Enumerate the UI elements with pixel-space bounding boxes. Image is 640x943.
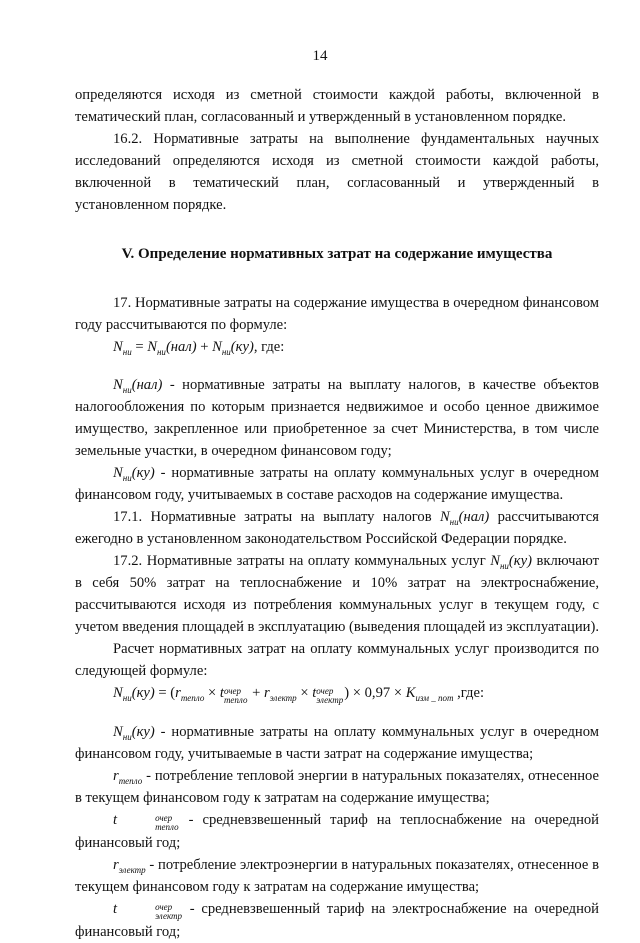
definition-r-teplo bbox=[75, 765, 599, 809]
definition-index-stack bbox=[117, 814, 179, 832]
paragraph-text: 17.1. Нормативные затраты на выплату налогов bbox=[113, 509, 440, 525]
formula-subscript: ни bbox=[122, 346, 132, 357]
definition-symbol: N bbox=[113, 724, 123, 740]
definition-text: - нормативные затраты на оплату коммунальных услуг в очередном финансовом году, учитываемые в части затрат на содержание имущества; bbox=[75, 724, 599, 762]
definition-symbol: t bbox=[113, 812, 118, 828]
definition-index-stack bbox=[117, 903, 182, 921]
formula-operator: ) × 0,97 × bbox=[344, 685, 406, 701]
formula-subscript: ни bbox=[122, 692, 132, 703]
formula-subscript: электр bbox=[269, 692, 297, 703]
definition-subscript: ни bbox=[122, 384, 132, 395]
definition-f-ku bbox=[75, 721, 599, 765]
paragraph-text: 17.2. Нормативные затраты на оплату коммунальных услуг bbox=[113, 553, 491, 569]
definition-subscript: электр bbox=[155, 911, 183, 921]
formula-operator: × bbox=[296, 685, 313, 701]
formula-index-stack bbox=[224, 687, 248, 705]
formula-argument: (ку) bbox=[131, 685, 155, 701]
definition-n-ku bbox=[75, 462, 599, 506]
definition-argument: (ку) bbox=[131, 465, 155, 481]
definition-argument: (нал) bbox=[131, 377, 163, 393]
definition-symbol: N bbox=[113, 377, 123, 393]
paragraph-continuation: определяются исходя из сметной стоимости каждой работы, включенной в тематический план, согласованный и утвержденный в установленном порядке. bbox=[75, 87, 599, 125]
paragraph-16-2: 16.2. Нормативные затраты на выполнение фундаментальных научных исследований определяются исходя из сметной стоимости каждой работы, включенной в тематический план, согласованный и утвержденный в установленном порядке. bbox=[75, 131, 599, 213]
paragraph-calculation: Расчет нормативных затрат на оплату коммунальных услуг производится по следующей формуле: bbox=[75, 641, 599, 679]
definition-text: - нормативные затраты на оплату коммунальных услуг в очередном финансовом году, учитываемых в составе расходов на содержание имущества. bbox=[75, 465, 599, 503]
definition-symbol: r bbox=[113, 768, 119, 784]
definition-superscript: очер bbox=[155, 902, 173, 912]
definition-text: - потребление тепловой энергии в натуральных показателях, отнесенное в текущем финансовом году к затратам на содержание имущества; bbox=[75, 768, 599, 806]
definition-n-nal bbox=[75, 374, 599, 462]
formula-total bbox=[75, 336, 599, 358]
formula-symbol: K bbox=[405, 685, 416, 701]
document-body bbox=[75, 84, 599, 943]
formula-symbol: t bbox=[312, 685, 317, 701]
inline-symbol: N bbox=[439, 509, 450, 525]
paragraph-17: 17. Нормативные затраты на содержание имущества в очередном финансовом году рассчитываются по формуле: bbox=[75, 295, 599, 333]
definition-symbol: t bbox=[113, 901, 118, 917]
formula-subscript: тепло bbox=[180, 692, 205, 703]
inline-subscript: ни bbox=[499, 560, 509, 571]
definition-text: - средневзвешенный тариф на электроснабжение на очередной финансовый год; bbox=[75, 901, 599, 940]
paragraph-17-1 bbox=[75, 506, 599, 550]
formula-symbol: r bbox=[264, 685, 270, 701]
formula-symbol: N bbox=[212, 339, 222, 355]
definition-text: - потребление электроэнергии в натуральных показателях, отнесенное в текущем финансовом году к затратам на содержание имущества; bbox=[75, 857, 599, 895]
formula-operator: = bbox=[131, 339, 148, 355]
inline-argument: (ку) bbox=[508, 553, 532, 569]
formula-subscript: ни bbox=[221, 346, 231, 357]
definition-text: - нормативные затраты на выплату налогов, в качестве объектов налогообложения по которым признается недвижимое и особо ценное движимое имущество, закрепленное или приобретенное за счет Министерства, в том числе земельные участки, в очередном финансовом году; bbox=[75, 377, 599, 459]
formula-symbol: N bbox=[113, 685, 123, 701]
formula-subscript: изм _ пот bbox=[415, 692, 454, 703]
inline-subscript: ни bbox=[449, 516, 459, 527]
definition-subscript: ни bbox=[122, 472, 132, 483]
definition-subscript: электр bbox=[118, 864, 146, 875]
section-heading: V. Определение нормативных затрат на содержание имущества bbox=[121, 246, 553, 262]
definition-subscript: ни bbox=[122, 731, 132, 742]
formula-operator: + bbox=[248, 685, 264, 701]
definition-symbol: N bbox=[113, 465, 123, 481]
page-number: 14 bbox=[312, 48, 328, 64]
formula-subscript: электр bbox=[316, 695, 344, 705]
formula-symbol: t bbox=[219, 685, 224, 701]
formula-tail: ,где: bbox=[453, 685, 484, 701]
formula-tail: , где: bbox=[253, 339, 285, 355]
formula-utilities bbox=[75, 682, 599, 705]
formula-symbol: N bbox=[113, 339, 123, 355]
formula-operator: = ( bbox=[154, 685, 176, 701]
definition-subscript: тепло bbox=[155, 822, 179, 832]
definition-t-teplo bbox=[75, 809, 599, 854]
definition-superscript: очер bbox=[155, 813, 173, 823]
formula-superscript: очер bbox=[223, 686, 241, 696]
definition-argument: (ку) bbox=[131, 724, 155, 740]
formula-symbol: N bbox=[147, 339, 157, 355]
definition-subscript: тепло bbox=[118, 775, 143, 786]
formula-symbol: r bbox=[175, 685, 181, 701]
definition-symbol: r bbox=[113, 857, 119, 873]
inline-argument: (нал) bbox=[458, 509, 490, 525]
inline-symbol: N bbox=[490, 553, 500, 569]
definition-text: - средневзвешенный тариф на теплоснабжение на очередной финансовый год; bbox=[75, 812, 599, 851]
formula-operator: × bbox=[204, 685, 220, 701]
paragraph-17-2 bbox=[75, 550, 599, 638]
formula-argument: (нал) bbox=[165, 339, 197, 355]
formula-index-stack bbox=[316, 687, 343, 705]
formula-argument: (ку) bbox=[230, 339, 254, 355]
formula-subscript: тепло bbox=[223, 695, 248, 705]
paragraph-text: рассчитываются ежегодно в установленном законодательством Российской Федерации порядке. bbox=[75, 509, 599, 547]
formula-superscript: очер bbox=[316, 686, 334, 696]
formula-subscript: ни bbox=[156, 346, 166, 357]
formula-operator: + bbox=[196, 339, 213, 355]
paragraph-text: включают в себя 50% затрат на теплоснабжение и 10% затрат на электроснабжение, рассчитываются исходя из потребления коммунальных услуг в текущем году, с учетом введения площадей в эксплуатацию (выведения площадей из эксплуатации). bbox=[75, 553, 599, 635]
definition-r-elektr bbox=[75, 854, 599, 898]
